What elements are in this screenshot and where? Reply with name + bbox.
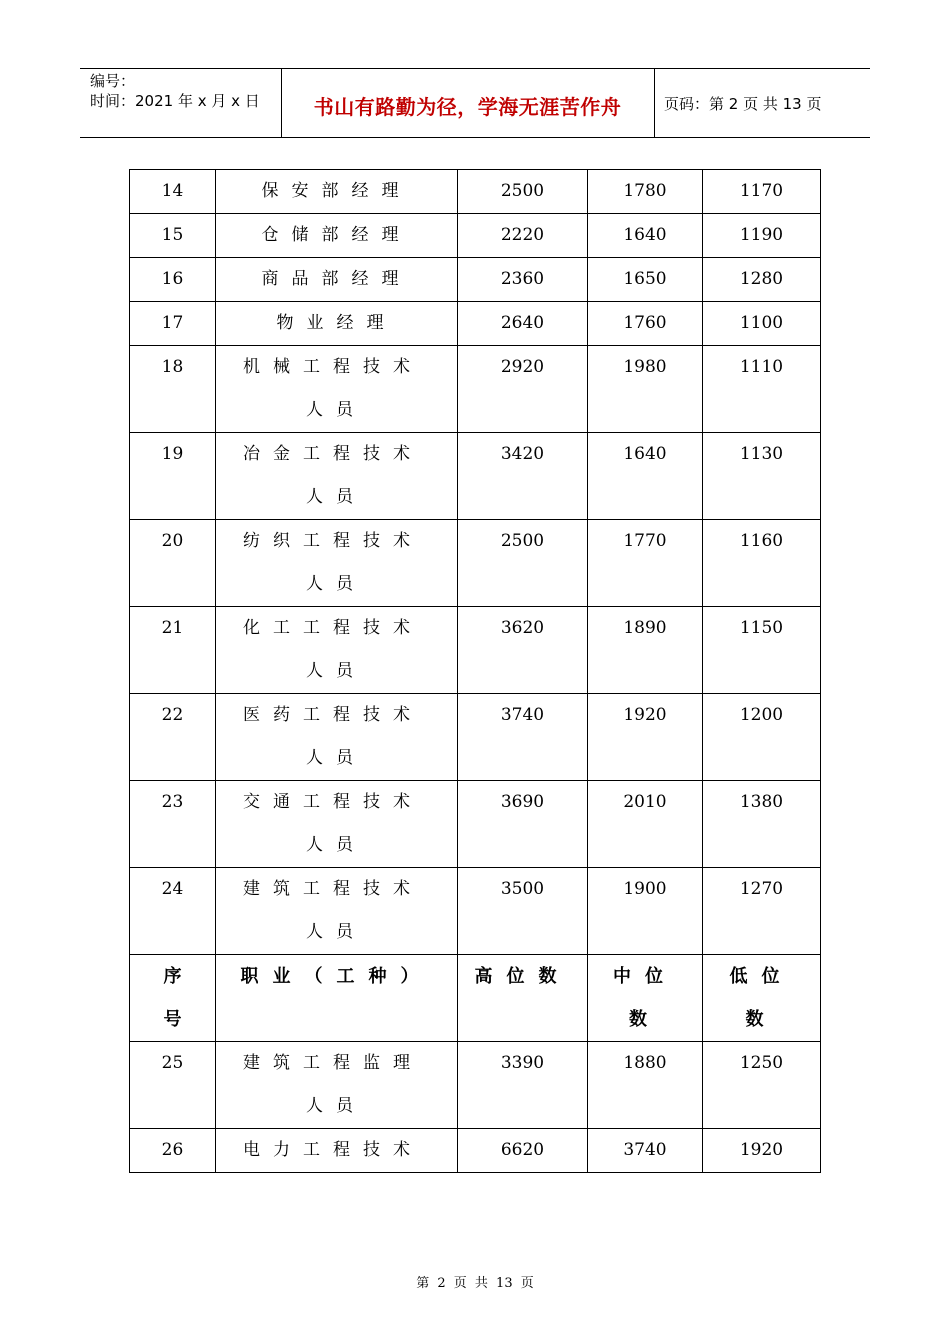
table-body-b — [130, 1042, 821, 1173]
header-no — [130, 955, 216, 1042]
job-title: 商品部经理 — [261, 269, 412, 289]
cell-job — [216, 214, 458, 258]
header-no-text: 序 号 — [163, 966, 182, 1030]
mid-value: 1650 — [623, 269, 667, 289]
row-number: 14 — [161, 181, 184, 201]
low-value: 1160 — [739, 531, 784, 551]
cell-high — [458, 607, 588, 694]
mid-value: 1770 — [623, 531, 667, 551]
cell-mid — [588, 781, 703, 868]
page-footer: 第 2 页 共 13 页 — [416, 1276, 534, 1291]
row-number: 18 — [161, 357, 184, 377]
job-title-line2: 人员 — [306, 487, 366, 507]
number-label: 编号： — [90, 72, 136, 90]
cell-mid — [588, 258, 703, 302]
cell-mid — [588, 214, 703, 258]
job-title-line2: 人员 — [306, 748, 366, 768]
job-title-line2: 人员 — [306, 835, 366, 855]
job-title-line1: 纺织工程技术 — [243, 531, 423, 551]
high-value: 6620 — [500, 1140, 545, 1160]
high-value: 3420 — [500, 444, 545, 464]
cell-high — [458, 258, 588, 302]
mid-value: 1880 — [623, 1053, 667, 1073]
high-value: 3390 — [500, 1053, 545, 1073]
cell-job — [216, 607, 458, 694]
cell-no — [130, 694, 216, 781]
cell-high — [458, 1129, 588, 1173]
cell-no — [130, 258, 216, 302]
cell-job — [216, 1129, 458, 1173]
cell-mid — [588, 433, 703, 520]
low-value: 1110 — [739, 357, 784, 377]
table-row — [130, 520, 821, 607]
cell-job — [216, 170, 458, 214]
cell-low — [703, 607, 821, 694]
mid-value: 1890 — [623, 618, 667, 638]
cell-mid — [588, 170, 703, 214]
mid-value: 1640 — [623, 444, 667, 464]
cell-low — [703, 346, 821, 433]
cell-low — [703, 868, 821, 955]
header-job — [216, 955, 458, 1042]
header-divider — [654, 69, 655, 137]
header-high-text: 高位数 — [474, 966, 571, 987]
cell-low — [703, 258, 821, 302]
header-meta — [90, 71, 260, 111]
header-high — [458, 955, 588, 1042]
row-number: 25 — [161, 1053, 184, 1073]
salary-table — [129, 169, 821, 1173]
row-number: 15 — [161, 225, 184, 245]
cell-no — [130, 433, 216, 520]
high-value: 2220 — [500, 225, 545, 245]
cell-mid — [588, 694, 703, 781]
job-title-line1: 化工工程技术 — [243, 618, 423, 638]
cell-no — [130, 868, 216, 955]
cell-low — [703, 694, 821, 781]
cell-no — [130, 520, 216, 607]
cell-mid — [588, 1129, 703, 1173]
cell-mid — [588, 607, 703, 694]
cell-low — [703, 1129, 821, 1173]
cell-high — [458, 868, 588, 955]
cell-no — [130, 346, 216, 433]
header-mid — [588, 955, 703, 1042]
job-title-line2: 人员 — [306, 400, 366, 420]
low-value: 1150 — [739, 618, 784, 638]
cell-job — [216, 868, 458, 955]
cell-high — [458, 781, 588, 868]
cell-low — [703, 1042, 821, 1129]
cell-high — [458, 302, 588, 346]
table-row — [130, 781, 821, 868]
job-title-line2: 人员 — [306, 661, 366, 681]
row-number: 26 — [161, 1140, 184, 1160]
table-row — [130, 258, 821, 302]
job-title-line1: 机械工程技术 — [243, 357, 423, 377]
cell-no — [130, 214, 216, 258]
job-title: 电力工程技术 — [243, 1140, 423, 1160]
high-value: 2920 — [500, 357, 545, 377]
header-mid-text: 中位 数 — [613, 966, 677, 1030]
low-value: 1200 — [739, 705, 784, 725]
low-value: 1130 — [739, 444, 784, 464]
low-value: 1380 — [739, 792, 784, 812]
table-row — [130, 170, 821, 214]
cell-low — [703, 214, 821, 258]
mid-value: 1900 — [623, 879, 667, 899]
header-job-text: 职业（工种） — [240, 966, 433, 987]
header-page-info: 页码：第 2 页 共 13 页 — [664, 95, 822, 113]
job-title-line2: 人员 — [306, 1096, 366, 1116]
job-title-line1: 建筑工程技术 — [243, 879, 423, 899]
high-value: 3500 — [500, 879, 545, 899]
job-title: 保安部经理 — [261, 181, 412, 201]
cell-mid — [588, 346, 703, 433]
table-row — [130, 868, 821, 955]
mid-value: 2010 — [623, 792, 667, 812]
header-motto: 书山有路勤为径，学海无涯苦作舟 — [313, 95, 622, 119]
row-number: 17 — [161, 313, 184, 333]
cell-job — [216, 346, 458, 433]
mid-value: 1780 — [623, 181, 667, 201]
cell-low — [703, 520, 821, 607]
row-number: 16 — [161, 269, 184, 289]
cell-job — [216, 520, 458, 607]
cell-high — [458, 1042, 588, 1129]
mid-value: 3740 — [623, 1140, 667, 1160]
job-title: 仓储部经理 — [261, 225, 412, 245]
cell-job — [216, 781, 458, 868]
table-row — [130, 1129, 821, 1173]
job-title-line1: 交通工程技术 — [243, 792, 423, 812]
table-row — [130, 346, 821, 433]
job-title-line1: 冶金工程技术 — [243, 444, 423, 464]
low-value: 1170 — [739, 181, 784, 201]
cell-no — [130, 1129, 216, 1173]
low-value: 1270 — [739, 879, 784, 899]
job-title-line2: 人员 — [306, 574, 366, 594]
high-value: 2500 — [500, 531, 545, 551]
row-number: 21 — [161, 618, 184, 638]
cell-high — [458, 214, 588, 258]
job-title-line2: 人员 — [306, 922, 366, 942]
low-value: 1920 — [739, 1140, 784, 1160]
mid-value: 1760 — [623, 313, 667, 333]
cell-low — [703, 170, 821, 214]
row-number: 23 — [161, 792, 184, 812]
mid-value: 1980 — [623, 357, 667, 377]
row-number: 19 — [161, 444, 184, 464]
cell-mid — [588, 1042, 703, 1129]
cell-mid — [588, 868, 703, 955]
cell-high — [458, 433, 588, 520]
cell-high — [458, 346, 588, 433]
cell-no — [130, 302, 216, 346]
table-row — [130, 433, 821, 520]
document-header — [80, 68, 870, 138]
job-title-line1: 建筑工程监理 — [243, 1053, 423, 1073]
cell-job — [216, 302, 458, 346]
time-label: 时间：2021 年 x 月 x 日 — [90, 92, 260, 110]
high-value: 3740 — [500, 705, 545, 725]
header-low-text: 低位 数 — [729, 966, 794, 1030]
header-low — [703, 955, 821, 1042]
cell-job — [216, 433, 458, 520]
mid-value: 1640 — [623, 225, 667, 245]
cell-job — [216, 258, 458, 302]
table-body-a — [130, 170, 821, 955]
mid-value: 1920 — [623, 705, 667, 725]
high-value: 2360 — [500, 269, 545, 289]
cell-job — [216, 1042, 458, 1129]
high-value: 3620 — [500, 618, 545, 638]
cell-no — [130, 1042, 216, 1129]
job-title: 物业经理 — [276, 313, 397, 333]
cell-mid — [588, 520, 703, 607]
row-number: 24 — [161, 879, 184, 899]
high-value: 3690 — [500, 792, 545, 812]
high-value: 2640 — [500, 313, 545, 333]
row-number: 22 — [161, 705, 184, 725]
job-title-line1: 医药工程技术 — [243, 705, 423, 725]
cell-low — [703, 302, 821, 346]
cell-high — [458, 520, 588, 607]
table-row — [130, 302, 821, 346]
table-row — [130, 694, 821, 781]
cell-no — [130, 170, 216, 214]
low-value: 1280 — [739, 269, 784, 289]
cell-low — [703, 781, 821, 868]
row-number: 20 — [161, 531, 184, 551]
cell-job — [216, 694, 458, 781]
cell-mid — [588, 302, 703, 346]
table-row — [130, 1042, 821, 1129]
low-value: 1190 — [739, 225, 784, 245]
table-header-row — [130, 955, 821, 1042]
low-value: 1250 — [739, 1053, 784, 1073]
cell-low — [703, 433, 821, 520]
low-value: 1100 — [739, 313, 784, 333]
cell-high — [458, 694, 588, 781]
cell-high — [458, 170, 588, 214]
high-value: 2500 — [500, 181, 545, 201]
table-header-row-group — [130, 955, 821, 1042]
cell-no — [130, 781, 216, 868]
cell-no — [130, 607, 216, 694]
table-row — [130, 607, 821, 694]
table-row — [130, 214, 821, 258]
